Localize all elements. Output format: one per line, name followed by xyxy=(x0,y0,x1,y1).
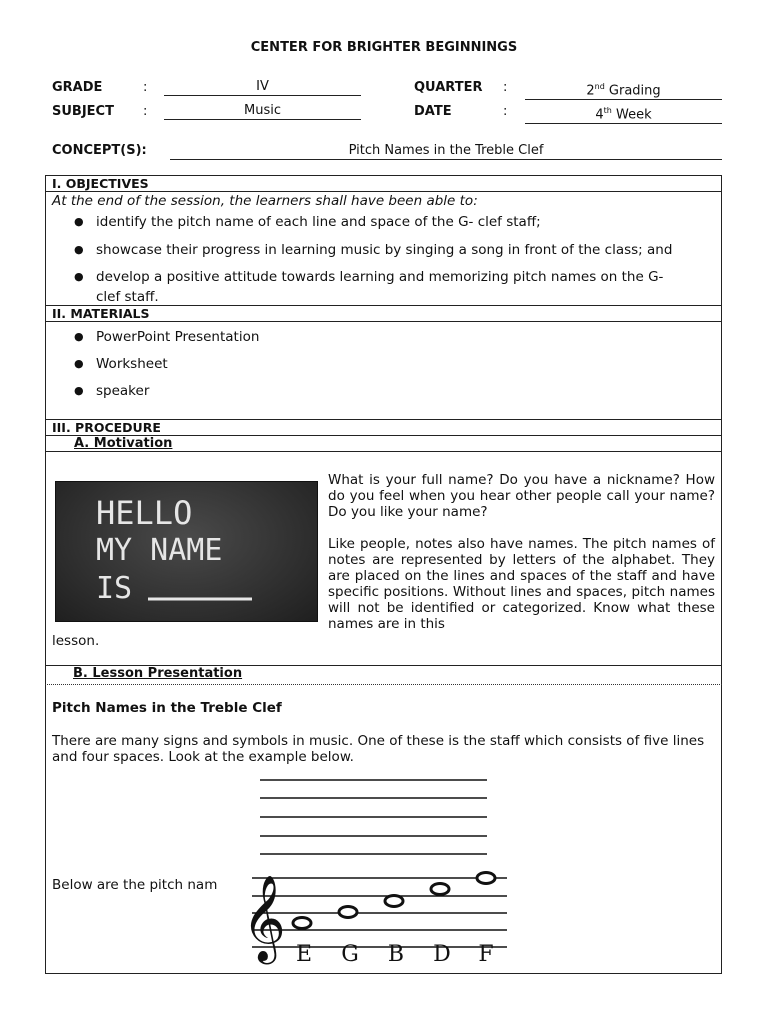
subject-value: Music xyxy=(164,102,361,120)
motivation-title: A. Motivation xyxy=(74,436,173,451)
chalk-text-is: IS xyxy=(96,571,133,606)
motivation-paragraph-2-end: lesson. xyxy=(52,633,100,649)
note-g xyxy=(339,907,357,918)
note-d xyxy=(431,884,449,895)
note-b xyxy=(385,896,403,907)
quarter-label: QUARTER xyxy=(414,80,483,95)
bullet-icon: ● xyxy=(74,357,84,370)
grade-colon: : xyxy=(143,80,148,95)
bullet-icon: ● xyxy=(74,215,84,228)
date-colon: : xyxy=(503,104,508,119)
note-label: D xyxy=(433,942,451,967)
bullet-icon: ● xyxy=(74,330,84,343)
quarter-colon: : xyxy=(503,80,508,95)
chalk-text-my-name: MY NAME xyxy=(96,533,223,568)
procedure-heading: III. PROCEDURE xyxy=(45,419,722,436)
materials-heading: II. MATERIALS xyxy=(45,305,722,322)
treble-staff-figure xyxy=(232,855,512,973)
empty-staff xyxy=(255,770,495,860)
lesson-presentation-title: B. Lesson Presentation xyxy=(73,666,243,681)
objectives-heading: I. OBJECTIVES xyxy=(45,175,722,192)
chalk-text-hello: HELLO xyxy=(96,494,193,532)
note-label: B xyxy=(387,942,405,967)
subject-colon: : xyxy=(143,104,148,119)
dotted-divider xyxy=(45,684,722,685)
hello-my-name-is-image xyxy=(55,481,318,622)
date-value: 4th Week xyxy=(525,102,722,124)
bullet-icon: ● xyxy=(74,243,84,256)
lesson-heading: Pitch Names in the Treble Clef xyxy=(52,700,282,716)
quarter-value: 2nd Grading xyxy=(525,78,722,100)
bullet-icon: ● xyxy=(74,384,84,397)
lesson-paragraph-2: Below are the pitch nam xyxy=(52,877,218,893)
objectives-intro: At the end of the session, the learners shall have been able to: xyxy=(52,193,478,209)
grade-value: IV xyxy=(164,78,361,96)
concepts-value: Pitch Names in the Treble Clef xyxy=(170,142,722,160)
school-title: CENTER FOR BRIGHTER BEGINNINGS xyxy=(250,40,518,55)
note-f xyxy=(477,873,495,884)
motivation-paragraph-2: Like people, notes also have names. The pitch names of notes are represented by letters of the alphabet. They are placed on the lines and spaces of the staff and have specific positions. Without lines and spaces, pitch names will not be identified or categorized. Know what these names are in this xyxy=(328,536,715,632)
note-label: G xyxy=(341,942,359,967)
treble-clef-icon: 𝄞 xyxy=(242,875,286,961)
grade-label: GRADE xyxy=(52,80,103,95)
date-label: DATE xyxy=(414,104,452,119)
subject-label: SUBJECT xyxy=(52,104,114,119)
note-label: F xyxy=(478,942,494,967)
note-e xyxy=(293,918,311,929)
motivation-paragraph-1: What is your full name? Do you have a nickname? How do you feel when you hear other people call your name? Do you like your name? xyxy=(328,472,715,520)
bullet-icon: ● xyxy=(74,270,84,283)
note-label: E xyxy=(295,942,313,967)
objective-item-continued: clef staff. xyxy=(96,289,159,305)
lesson-paragraph-1: There are many signs and symbols in music. One of these is the staff which consists of five lines and four spaces. Look at the example below. xyxy=(52,733,705,765)
concepts-label: CONCEPT(S): xyxy=(52,143,147,158)
motivation-row xyxy=(45,435,722,452)
